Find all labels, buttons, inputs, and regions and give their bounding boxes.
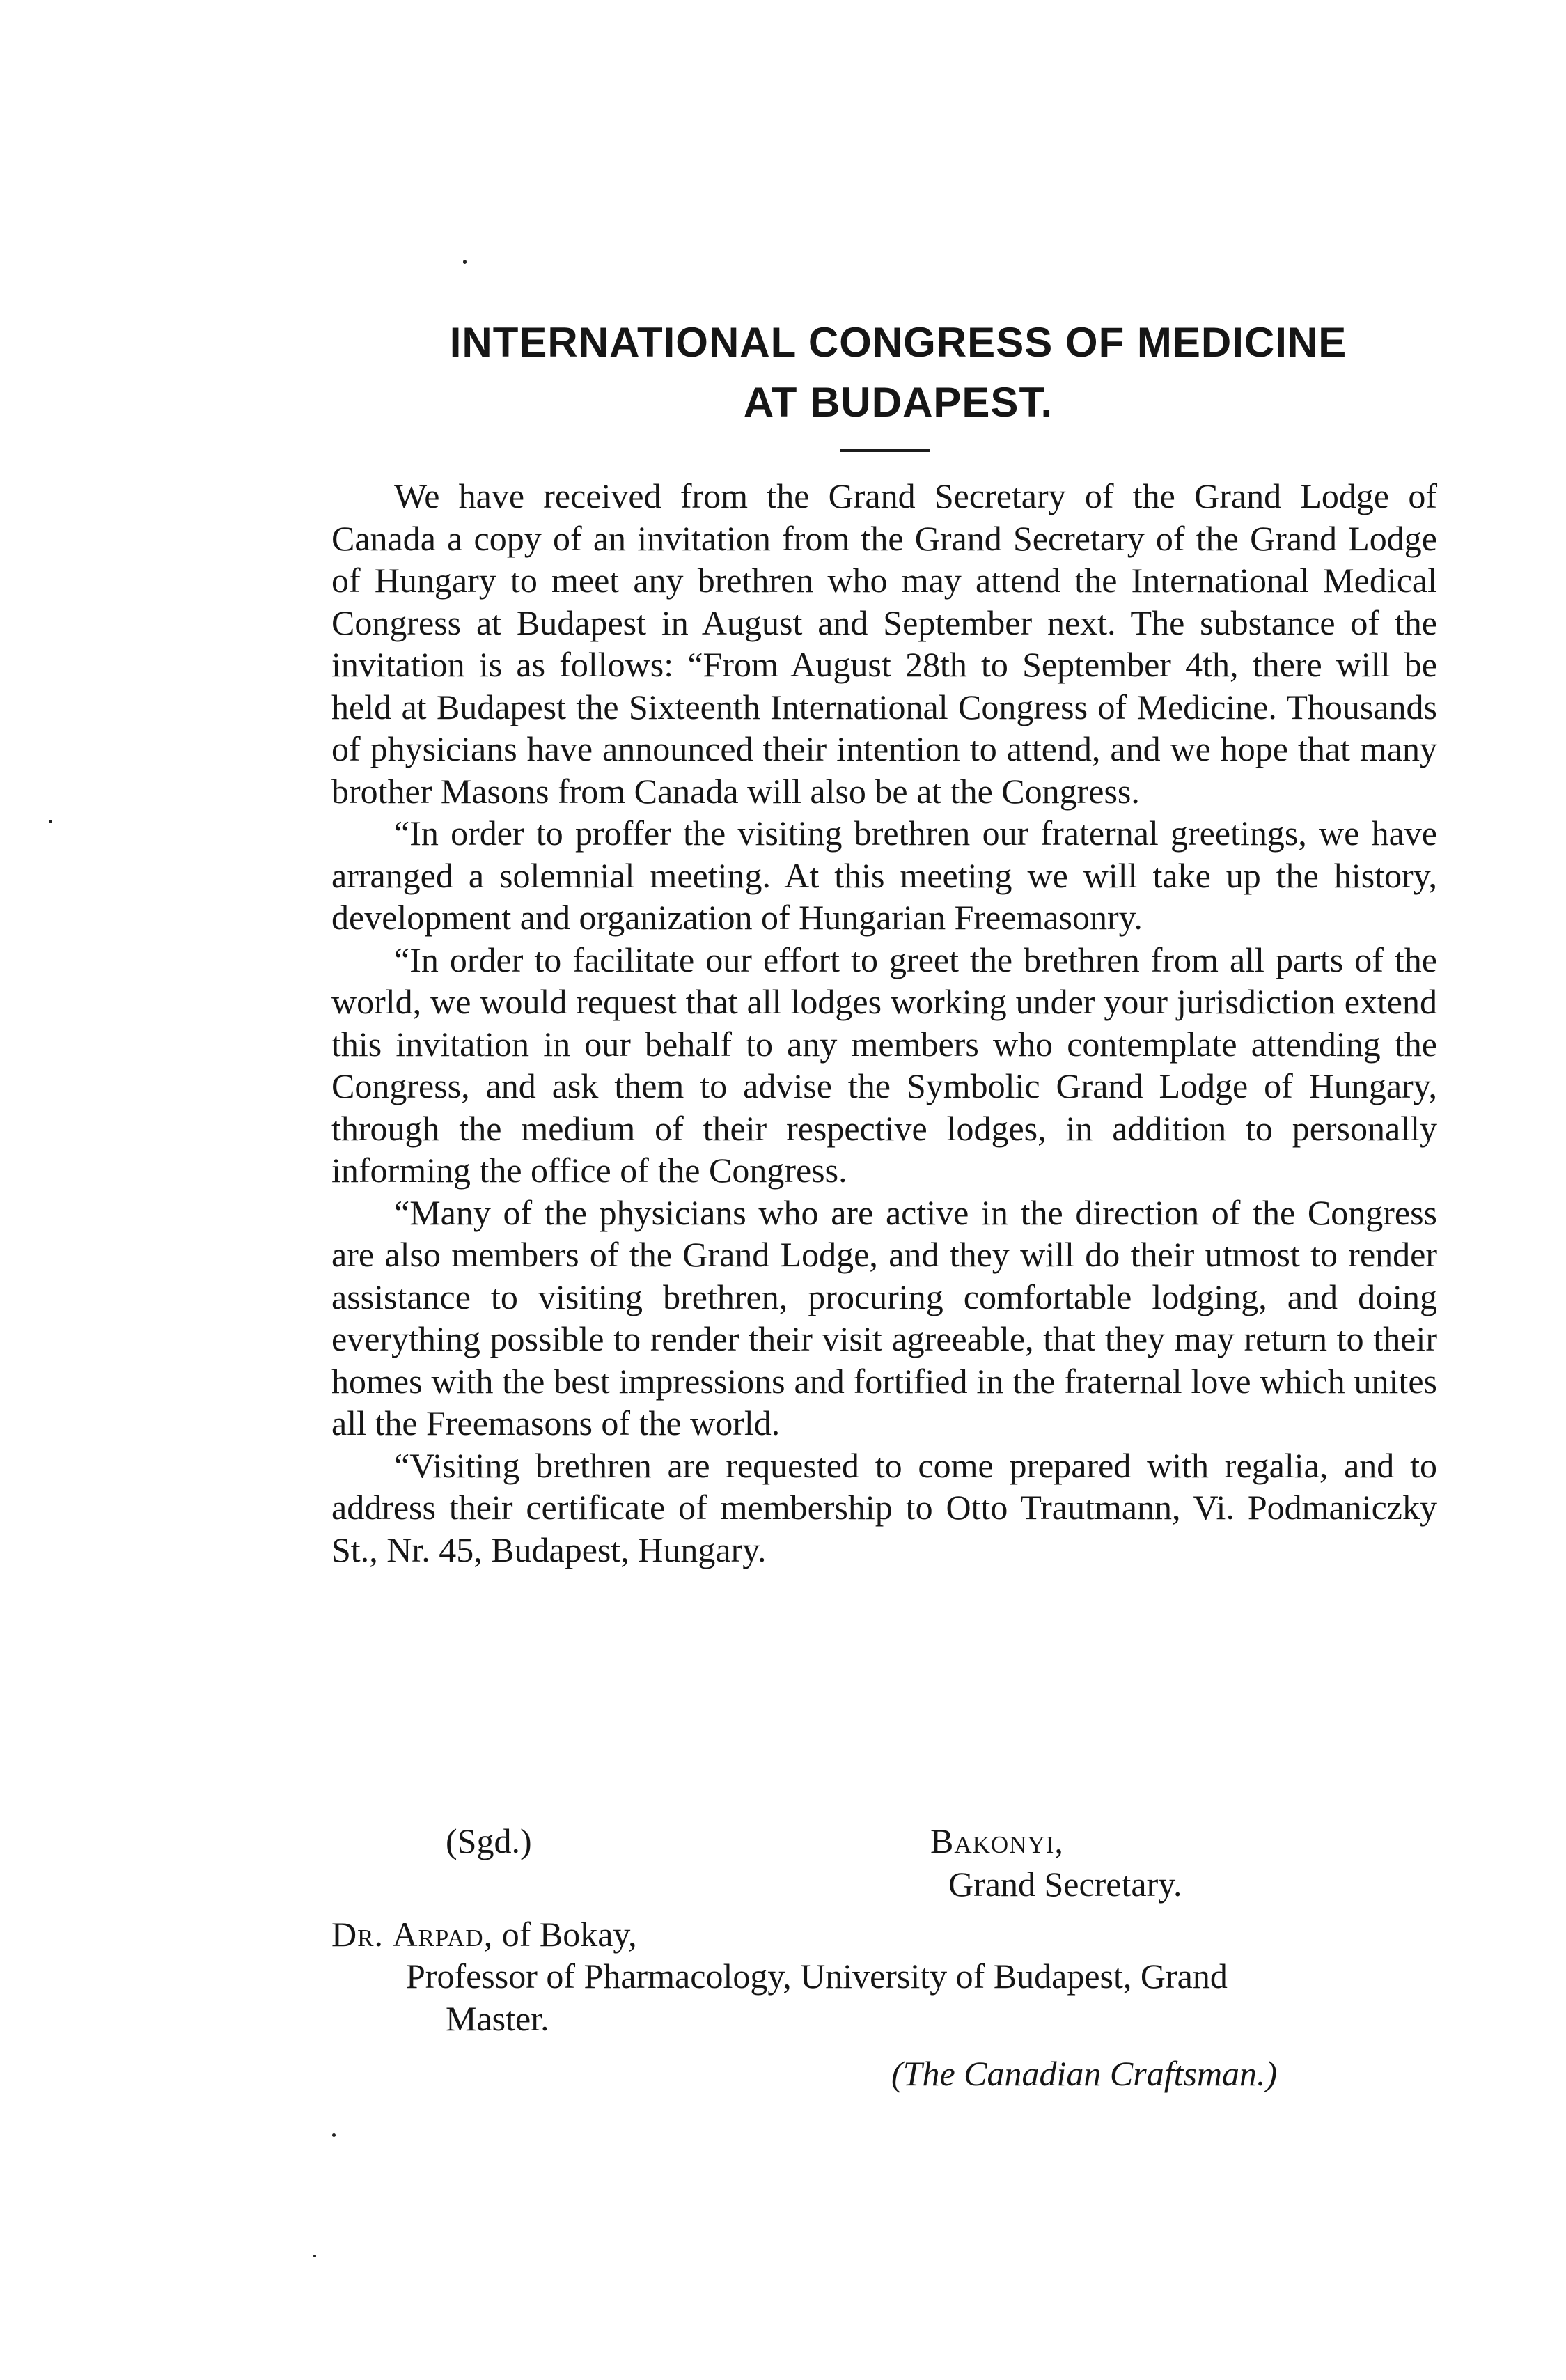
scan-speck	[49, 820, 52, 823]
title-line-2: AT BUDAPEST.	[743, 379, 1054, 426]
signed-label: (Sgd.)	[446, 1821, 532, 1860]
signer-2-prefix: Dr.	[331, 1915, 384, 1954]
paragraph: “In order to facilitate our effort to greet the brethren from all parts of the world, we would request that all lodges working under your jurisdiction extend this invitation in our behalf to any members who contemplate attending the Congress, and ask them to advise the Symbolic Grand Lodge of Hungary, through the medium of their respective lodges, in addition to personally informing the office of the Congress.	[331, 940, 1437, 1190]
scan-speck	[332, 2133, 336, 2137]
paragraph: “Many of the physicians who are active in the direction of the Congress are also members of the Grand Lodge, and they will do their utmost to render assistance to visiting brethren, procuring comfortable lodging, and doing everything possible to render their visit agreeable, that they may return to their homes with the best impressions and fortified in the fraternal love which unites all the Freemasons of the world.	[331, 1192, 1437, 1442]
article-body	[331, 475, 1437, 1571]
title-divider	[840, 449, 930, 452]
signer-2-line	[331, 1913, 637, 1955]
paragraph: “Visiting brethren are requested to come prepared with regalia, and to address their certificate of membership to Otto Trautmann, Vi. Podmaniczky St., Nr. 45, Budapest, Hungary.	[331, 1445, 1437, 1569]
paragraph: We have received from the Grand Secretary of the Grand Lodge of Canada a copy of an invitation from the Grand Secretary of the Grand Lodge of Hungary to meet any brethren who may attend the International Medical Congress at Budapest in August and September next. The substance of the invitation is as follows: “From August 28th to September 4th, there will be held at Budapest the Sixteenth International Congress of Medicine. Thousands of physicians have announced their intention to attend, and we hope that many brother Masons from Canada will also be at the Congress.	[331, 476, 1437, 811]
signer-2-title-line-1: Professor of Pharmacology, University of Budapest, Grand	[406, 1957, 1228, 1996]
signer-2-name: Arpad,	[392, 1915, 494, 1954]
signer-2-title-line-2: Master.	[446, 1999, 549, 2038]
source-citation: (The Canadian Craftsman.)	[891, 2054, 1278, 2093]
title-line-1: INTERNATIONAL CONGRESS OF MEDICINE	[449, 319, 1347, 366]
signer-2-of: of Bokay,	[501, 1915, 637, 1954]
paragraph: “In order to proffer the visiting brethren our fraternal greetings, we have arranged a solemnial meeting. At this meeting we will take up the history, development and organization of Hungarian Freemasonry.	[331, 814, 1437, 937]
signer-1-name: Bakonyi,	[930, 1821, 1064, 1860]
scan-speck	[463, 260, 467, 264]
scan-speck	[313, 2255, 316, 2257]
signer-1-title: Grand Secretary.	[948, 1865, 1182, 1904]
